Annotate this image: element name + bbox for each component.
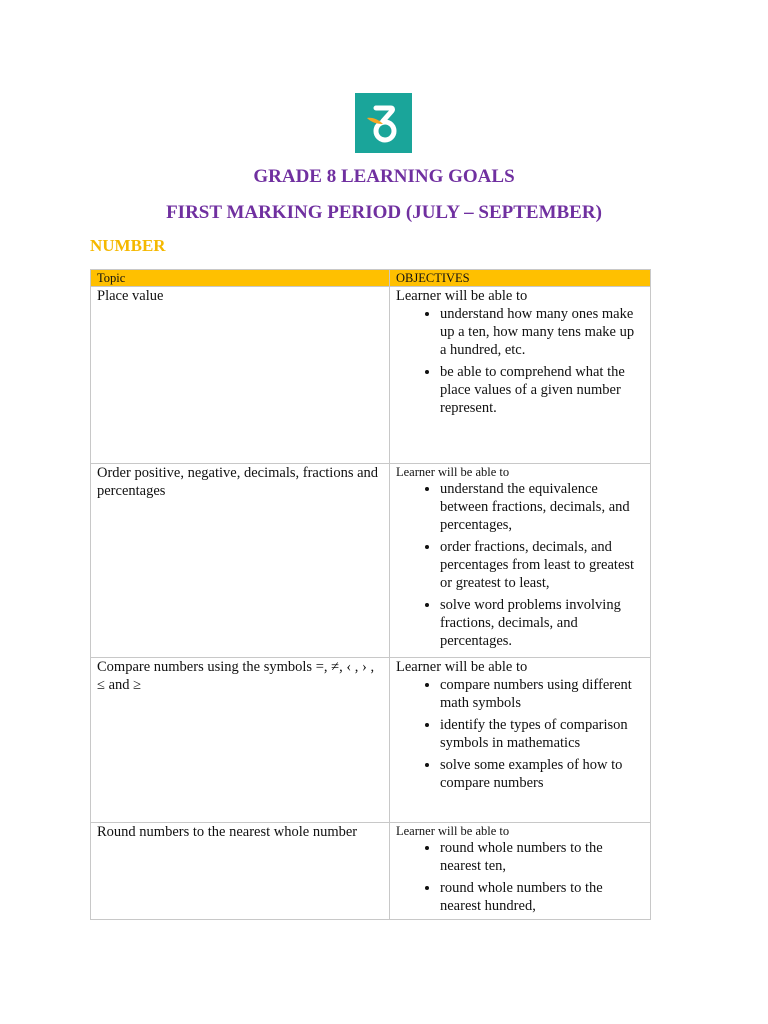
topic-text: Compare numbers using the symbols =, ≠, ‹ , › , ≤ and ≥ xyxy=(97,659,375,693)
topic-cell xyxy=(91,658,390,823)
topic-text: Round numbers to the nearest whole number xyxy=(97,824,358,840)
topic-text: Place value xyxy=(97,288,164,304)
objectives-lead: Learner will be able to xyxy=(396,659,528,675)
objective-item: • round whole numbers to the nearest hundred, xyxy=(440,879,644,915)
objectives-cell xyxy=(390,464,651,658)
brand-logo-glyph xyxy=(355,93,412,153)
brand-logo-icon xyxy=(355,93,412,153)
objectives-cell xyxy=(390,287,651,464)
topic-cell xyxy=(91,464,390,658)
topic-text: Order positive, negative, decimals, fractions and percentages xyxy=(97,465,379,499)
objectives-cell xyxy=(390,658,651,823)
section-heading: NUMBER xyxy=(90,236,166,255)
objectives-list xyxy=(396,480,644,650)
objective-item: • understand the equivalence between fractions, decimals, and percentages, xyxy=(440,480,644,534)
objective-item: • understand how many ones make up a ten, how many tens make up a hundred, etc. xyxy=(440,305,644,359)
objectives-lead: Learner will be able to xyxy=(396,465,510,479)
objective-item: • compare numbers using different math symbols xyxy=(440,676,644,712)
column-header-objectives: OBJECTIVES xyxy=(390,270,651,287)
table-row xyxy=(91,658,651,823)
topic-cell xyxy=(91,287,390,464)
objective-item: • identify the types of comparison symbols in mathematics xyxy=(440,716,644,752)
objective-item: • round whole numbers to the nearest ten, xyxy=(440,839,644,875)
table-row xyxy=(91,287,651,464)
column-header-topic: Topic xyxy=(91,270,390,287)
objective-item: • order fractions, decimals, and percentages from least to greatest or greatest to least, xyxy=(440,538,644,592)
table-row xyxy=(91,464,651,658)
objective-item: • be able to comprehend what the place values of a given number represent. xyxy=(440,363,644,417)
objectives-list xyxy=(396,305,644,417)
table-row xyxy=(91,823,651,920)
page-title: GRADE 8 LEARNING GOALS xyxy=(253,166,515,187)
objectives-cell xyxy=(390,823,651,920)
objective-item: • solve some examples of how to compare numbers xyxy=(440,756,644,792)
objective-item: • solve word problems involving fractions, decimals, and percentages. xyxy=(440,596,644,650)
objectives-lead: Learner will be able to xyxy=(396,824,510,838)
objectives-lead: Learner will be able to xyxy=(396,288,528,304)
objectives-list xyxy=(396,676,644,792)
learning-goals-table xyxy=(90,269,651,920)
topic-cell xyxy=(91,823,390,920)
table-header-row xyxy=(91,270,651,287)
objectives-list xyxy=(396,839,644,915)
page-subtitle: FIRST MARKING PERIOD (JULY – SEPTEMBER) xyxy=(166,202,602,223)
